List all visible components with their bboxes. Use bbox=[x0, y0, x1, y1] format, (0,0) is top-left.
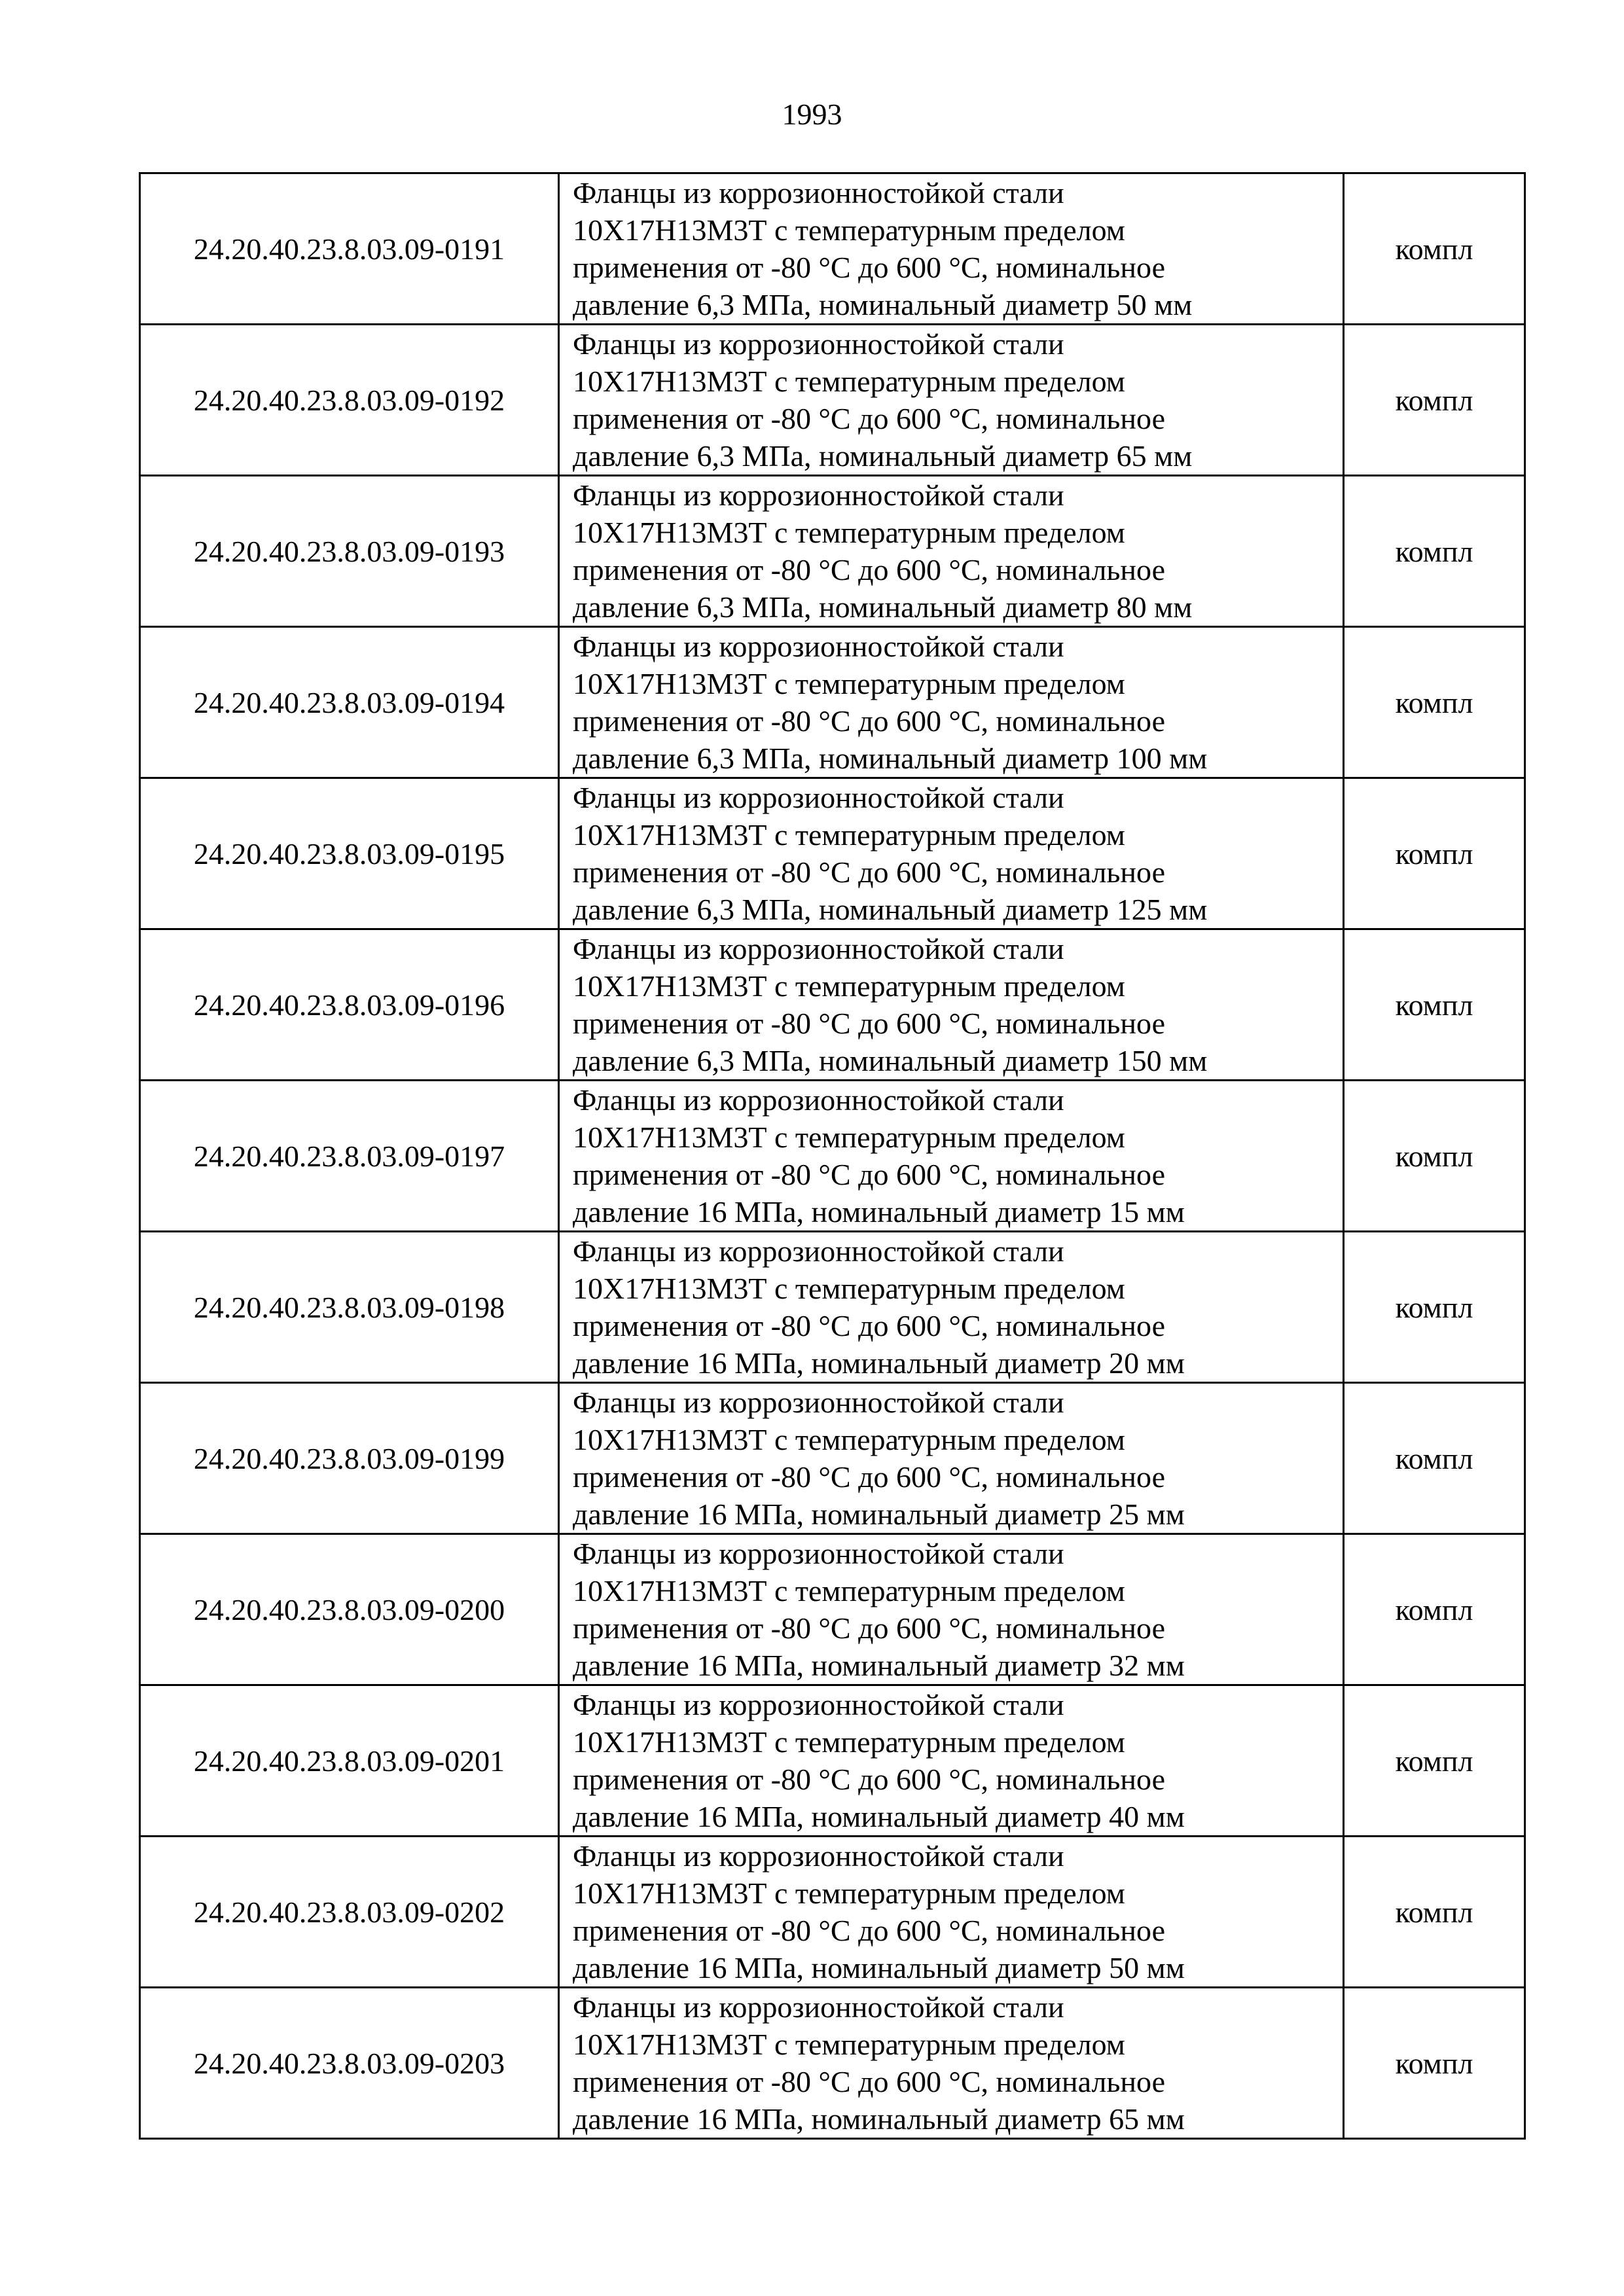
unit-cell: компл bbox=[1344, 1837, 1525, 1988]
description-line: давление 6,3 МПа, номинальный диаметр 65 мм bbox=[573, 439, 1193, 473]
description-line: Фланцы из коррозионностойкой стали bbox=[573, 781, 1064, 814]
resource-code-cell: 24.20.40.23.8.03.09-0195 bbox=[140, 778, 559, 929]
table-row bbox=[140, 1232, 1525, 1383]
resource-table bbox=[139, 172, 1526, 2140]
description-line: давление 16 МПа, номинальный диаметр 40 мм bbox=[573, 1800, 1185, 1833]
description-line: Фланцы из коррозионностойкой стали bbox=[573, 1688, 1064, 1721]
table-row bbox=[140, 173, 1525, 325]
description-line: давление 16 МПа, номинальный диаметр 32 мм bbox=[573, 1649, 1185, 1682]
resource-code-cell: 24.20.40.23.8.03.09-0203 bbox=[140, 1988, 559, 2139]
unit-cell: компл bbox=[1344, 476, 1525, 627]
description-line: Фланцы из коррозионностойкой стали bbox=[573, 1234, 1064, 1268]
description-line: применения от -80 °С до 600 °С, номинальное bbox=[573, 1460, 1165, 1494]
table-body bbox=[140, 173, 1525, 2139]
unit-cell: компл bbox=[1344, 1081, 1525, 1232]
description-line: давление 16 МПа, номинальный диаметр 20 мм bbox=[573, 1346, 1185, 1380]
description-line: Фланцы из коррозионностойкой стали bbox=[573, 1386, 1064, 1419]
resource-description-cell bbox=[559, 1383, 1344, 1534]
unit-cell: компл bbox=[1344, 627, 1525, 778]
description-line: Фланцы из коррозионностойкой стали bbox=[573, 1990, 1064, 2024]
resource-code-cell: 24.20.40.23.8.03.09-0196 bbox=[140, 929, 559, 1081]
description-line: давление 6,3 МПа, номинальный диаметр 80 мм bbox=[573, 590, 1193, 624]
description-line: 10Х17Н13М3Т с температурным пределом bbox=[573, 213, 1125, 247]
description-line: Фланцы из коррозионностойкой стали bbox=[573, 327, 1064, 361]
description-line: давление 16 МПа, номинальный диаметр 65 мм bbox=[573, 2102, 1185, 2136]
description-line: 10Х17Н13М3Т с температурным пределом bbox=[573, 818, 1125, 852]
description-line: 10Х17Н13М3Т с температурным пределом bbox=[573, 1725, 1125, 1759]
description-line: Фланцы из коррозионностойкой стали bbox=[573, 1839, 1064, 1873]
resource-description-cell bbox=[559, 778, 1344, 929]
description-line: давление 16 МПа, номинальный диаметр 25 мм bbox=[573, 1498, 1185, 1531]
description-line: 10Х17Н13М3Т с температурным пределом bbox=[573, 1423, 1125, 1456]
resource-code-cell: 24.20.40.23.8.03.09-0194 bbox=[140, 627, 559, 778]
description-line: Фланцы из коррозионностойкой стали bbox=[573, 1083, 1064, 1117]
resource-code-cell: 24.20.40.23.8.03.09-0191 bbox=[140, 173, 559, 325]
table-row bbox=[140, 1081, 1525, 1232]
resource-description-cell bbox=[559, 1081, 1344, 1232]
description-line: 10Х17Н13М3Т с температурным пределом bbox=[573, 667, 1125, 700]
table-row bbox=[140, 1685, 1525, 1837]
resource-code-cell: 24.20.40.23.8.03.09-0201 bbox=[140, 1685, 559, 1837]
description-line: применения от -80 °С до 600 °С, номинальное bbox=[573, 1007, 1165, 1040]
description-line: 10Х17Н13М3Т с температурным пределом bbox=[573, 1121, 1125, 1154]
page-number: 1993 bbox=[782, 98, 842, 131]
resource-description-cell bbox=[559, 325, 1344, 476]
resource-description-cell bbox=[559, 1837, 1344, 1988]
description-line: Фланцы из коррозионностойкой стали bbox=[573, 630, 1064, 663]
resource-code-cell: 24.20.40.23.8.03.09-0198 bbox=[140, 1232, 559, 1383]
resource-description-cell bbox=[559, 1685, 1344, 1837]
description-line: давление 6,3 МПа, номинальный диаметр 50 мм bbox=[573, 288, 1193, 321]
description-line: применения от -80 °С до 600 °С, номинальное bbox=[573, 1309, 1165, 1342]
description-line: применения от -80 °С до 600 °С, номинальное bbox=[573, 2065, 1165, 2098]
unit-cell: компл bbox=[1344, 929, 1525, 1081]
resource-description-cell bbox=[559, 1988, 1344, 2139]
description-line: применения от -80 °С до 600 °С, номинальное bbox=[573, 855, 1165, 889]
resource-description-cell bbox=[559, 627, 1344, 778]
table-row bbox=[140, 325, 1525, 476]
unit-cell: компл bbox=[1344, 1534, 1525, 1685]
description-line: 10Х17Н13М3Т с температурным пределом bbox=[573, 969, 1125, 1003]
description-line: применения от -80 °С до 600 °С, номинальное bbox=[573, 1763, 1165, 1796]
unit-cell: компл bbox=[1344, 173, 1525, 325]
table-row bbox=[140, 476, 1525, 627]
description-line: давление 6,3 МПа, номинальный диаметр 150 мм bbox=[573, 1044, 1208, 1077]
resource-code-cell: 24.20.40.23.8.03.09-0199 bbox=[140, 1383, 559, 1534]
resource-description-cell bbox=[559, 476, 1344, 627]
resource-description-cell bbox=[559, 1534, 1344, 1685]
description-line: 10Х17Н13М3Т с температурным пределом bbox=[573, 1272, 1125, 1305]
table-row bbox=[140, 1534, 1525, 1685]
table-row bbox=[140, 1837, 1525, 1988]
description-line: 10Х17Н13М3Т с температурным пределом bbox=[573, 1574, 1125, 1607]
table-row bbox=[140, 929, 1525, 1081]
description-line: применения от -80 °С до 600 °С, номинальное bbox=[573, 553, 1165, 586]
description-line: давление 16 МПа, номинальный диаметр 15 мм bbox=[573, 1195, 1185, 1229]
table-row bbox=[140, 1383, 1525, 1534]
resource-code-cell: 24.20.40.23.8.03.09-0200 bbox=[140, 1534, 559, 1685]
description-line: применения от -80 °С до 600 °С, номинальное bbox=[573, 1158, 1165, 1191]
unit-cell: компл bbox=[1344, 325, 1525, 476]
description-line: давление 6,3 МПа, номинальный диаметр 100 мм bbox=[573, 742, 1208, 775]
unit-cell: компл bbox=[1344, 778, 1525, 929]
table-row bbox=[140, 1988, 1525, 2139]
resource-code-cell: 24.20.40.23.8.03.09-0202 bbox=[140, 1837, 559, 1988]
description-line: Фланцы из коррозионностойкой стали bbox=[573, 1537, 1064, 1570]
description-line: 10Х17Н13М3Т с температурным пределом bbox=[573, 365, 1125, 398]
unit-cell: компл bbox=[1344, 1988, 1525, 2139]
unit-cell: компл bbox=[1344, 1232, 1525, 1383]
table-row bbox=[140, 778, 1525, 929]
description-line: применения от -80 °С до 600 °С, номинальное bbox=[573, 251, 1165, 284]
resource-code-cell: 24.20.40.23.8.03.09-0192 bbox=[140, 325, 559, 476]
resource-code-cell: 24.20.40.23.8.03.09-0193 bbox=[140, 476, 559, 627]
description-line: применения от -80 °С до 600 °С, номинальное bbox=[573, 1611, 1165, 1645]
description-line: применения от -80 °С до 600 °С, номинальное bbox=[573, 704, 1165, 738]
description-line: 10Х17Н13М3Т с температурным пределом bbox=[573, 2028, 1125, 2061]
resource-description-cell bbox=[559, 173, 1344, 325]
description-line: давление 6,3 МПа, номинальный диаметр 125 мм bbox=[573, 893, 1208, 926]
description-line: давление 16 МПа, номинальный диаметр 50 мм bbox=[573, 1951, 1185, 1984]
unit-cell: компл bbox=[1344, 1685, 1525, 1837]
unit-cell: компл bbox=[1344, 1383, 1525, 1534]
description-line: Фланцы из коррозионностойкой стали bbox=[573, 932, 1064, 965]
description-line: применения от -80 °С до 600 °С, номинальное bbox=[573, 402, 1165, 435]
description-line: Фланцы из коррозионностойкой стали bbox=[573, 176, 1064, 209]
description-line: применения от -80 °С до 600 °С, номинальное bbox=[573, 1914, 1165, 1947]
table-row bbox=[140, 627, 1525, 778]
resource-code-cell: 24.20.40.23.8.03.09-0197 bbox=[140, 1081, 559, 1232]
resource-description-cell bbox=[559, 929, 1344, 1081]
description-line: Фланцы из коррозионностойкой стали bbox=[573, 478, 1064, 512]
resource-description-cell bbox=[559, 1232, 1344, 1383]
description-line: 10Х17Н13М3Т с температурным пределом bbox=[573, 516, 1125, 549]
description-line: 10Х17Н13М3Т с температурным пределом bbox=[573, 1876, 1125, 1910]
